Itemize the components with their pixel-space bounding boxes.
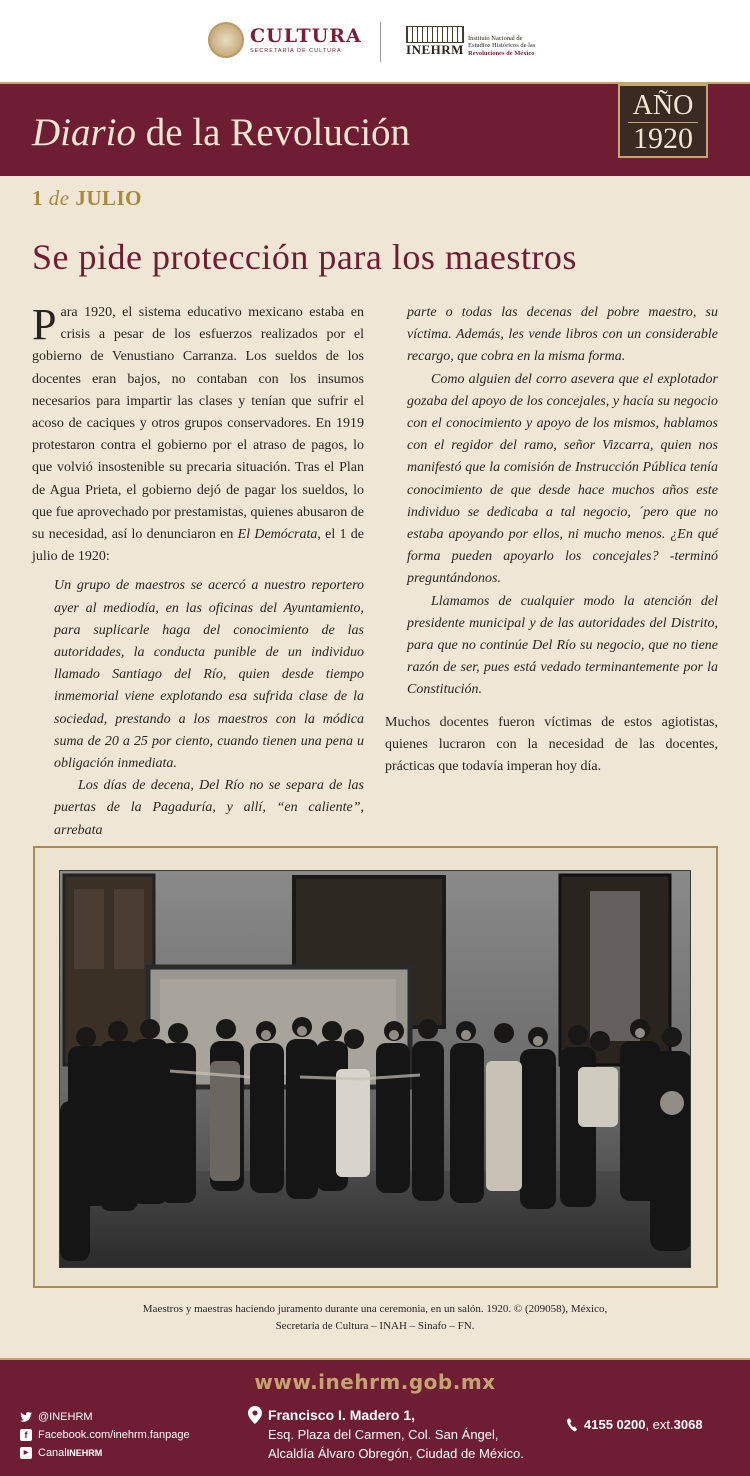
facebook-link[interactable]: f Facebook.com/inehrm.fanpage [20, 1426, 190, 1444]
building-icon [406, 26, 464, 42]
facebook-icon: f [20, 1429, 32, 1441]
phone-icon [566, 1418, 578, 1432]
quote-paragraph: Un grupo de maestros se acercó a nuestro reportero ayer al mediodía, en las oficinas del Ayuntamiento, para suplicarle haga del conocimiento de las autoridades, la conducta punible de un individuo llamado Santiago del Río, quien desde tiempo inmemorial viene explotando esa sufrida clase de la sociedad, prestando a los maestros con la módica suma de 20 a 25 por ciento, cuando tienen una pena u obligación inmediata. [54, 578, 364, 772]
intro-paragraph: Para 1920, el sistema educativo mexicano estaba en crisis a pesar de los esfuerzos realizados por el gobierno de Venustiano Carranza. Los sueldos de los docentes eran bajos, no contaban con los insumos necesarios para impartir las clases y tenían que sufrir el acoso de caciques y otros grupos conservadores. En 1919 protestaron contra el gobierno por el atraso de pagos, lo que volvió insostenible su precaria situación. Tras el Plan de Agua Prieta, el gobierno dejó de pagar los sueldos, lo que fue aprovechado por prestamistas, quienes abusaron de su necesidad, así lo denunciaron en El Demócrata, el 1 de julio de 1920: [32, 300, 364, 565]
teachers-oath-photo-image [60, 871, 691, 1268]
year-label: AÑO [632, 90, 694, 121]
cultura-wordmark: CULTURA [250, 25, 362, 47]
quote-block [385, 302, 718, 702]
photo-caption: Maestros y maestras haciendo juramento durante una ceremonia, en un salón. 1920. © (209058), México, Secretaría de Cultura – INAH – Sinafo – FN. [142, 1303, 608, 1332]
historical-photo [59, 870, 691, 1268]
quote-block [32, 575, 364, 841]
cultura-subtitle: SECRETARÍA DE CULTURA [250, 48, 342, 54]
article-headline: Se pide protección para los maestros [32, 237, 577, 277]
quote-paragraph: Como alguien del corro asevera que el explotador gozaba del apoyo de los concejales, y hacía su negocio con el conocimiento y apoyo de los mismos, hablamos con el regidor del ramo, señor Vizcarra, quien nos manifestó que la comisión de Instrucción Pública tenía conocimiento de que desde hace muchos años este individuo se dedicaba a tal negocio, ´pero que no estaba apoyando por ellos, ni mucho menos. ¿En qué forma pueden apoyarlo los concejales? -terminó preguntándonos. [407, 371, 718, 587]
page-footer [0, 1358, 750, 1476]
drop-cap: P [32, 300, 57, 349]
inehrm-description: Instituto Nacional de Estudios Históricos de las Revoluciones de México [468, 34, 536, 57]
closing-paragraph: Muchos docentes fueron víctimas de estos agiotistas, quienes lucraron con la necesidad de las docentes, prácticas que todavía imperan hoy día. [385, 714, 718, 775]
cultura-logo[interactable] [208, 22, 362, 58]
website-link[interactable]: www.inehrm.gob.mx [254, 1370, 496, 1394]
publication-title: Diario de la Revolución [32, 111, 411, 154]
photo-frame [33, 846, 718, 1288]
quote-paragraph: parte o todas las decenas del pobre maestro, su víctima. Además, les vende libros con un considerable recargo, que cobra en la misma forma. [407, 305, 718, 365]
national-seal-icon [208, 22, 244, 58]
year-number: 1920 [628, 122, 698, 155]
logo-divider [380, 22, 381, 62]
phone-contact[interactable]: 4155 0200 , ext. 3068 [566, 1417, 703, 1432]
location-pin-icon [248, 1406, 262, 1424]
twitter-link[interactable]: @INEHRM [20, 1408, 190, 1426]
youtube-link[interactable]: ▶ Canal INEHRM [20, 1444, 190, 1462]
newspaper-name: El Demócrata [237, 527, 318, 543]
article-column-left [32, 302, 364, 842]
address-title: Francisco I. Madero 1, [268, 1407, 416, 1423]
address-line: Esq. Plaza del Carmen, Col. San Ángel, [268, 1427, 499, 1442]
youtube-icon: ▶ [20, 1447, 32, 1459]
quote-paragraph: Llamamos de cualquier modo la atención del presidente municipal y de las autoridades del Distrito, para que no continúe Del Río su negocio, que no tiene razón de ser, pues está vedado terminantemente por la Constitución. [407, 593, 718, 698]
article-column-right [385, 302, 718, 778]
quote-paragraph: Los días de decena, Del Río no se separa de las puertas de la Pagaduría, y allí, “en caliente”, arrebata [54, 778, 364, 838]
address-block [248, 1406, 524, 1463]
social-links [20, 1408, 190, 1462]
inehrm-logo[interactable] [406, 26, 608, 57]
article-date: 1 de JULIO [32, 186, 143, 210]
twitter-icon [20, 1411, 32, 1423]
page-header [0, 0, 750, 82]
address-line: Alcaldía Álvaro Obregón, Ciudad de México. [268, 1446, 524, 1461]
inehrm-wordmark: INEHRM [406, 42, 464, 57]
year-badge [618, 84, 708, 158]
